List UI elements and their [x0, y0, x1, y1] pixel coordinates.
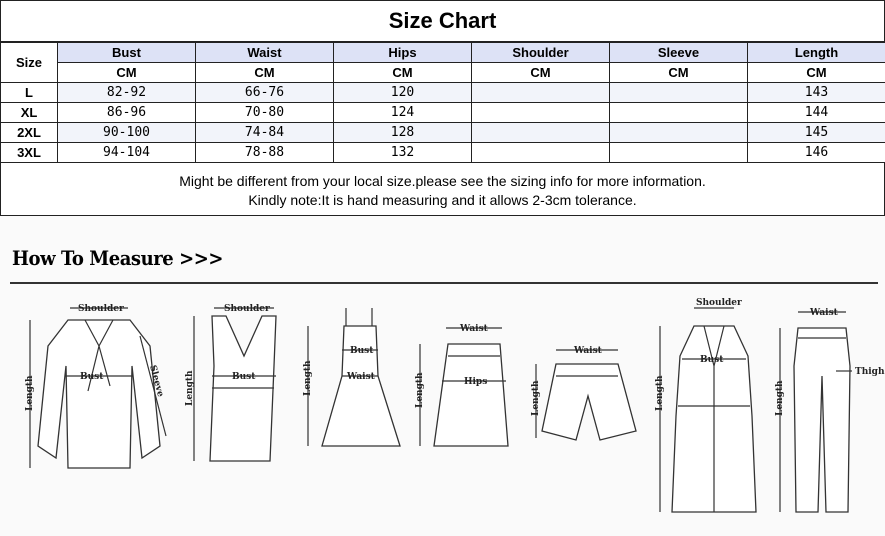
table-cell — [472, 103, 610, 123]
shorts-length-label: Length — [531, 380, 541, 416]
coat-shoulder-label: Shoulder — [696, 298, 742, 308]
table-cell — [610, 83, 748, 103]
cami-length-label: Length — [303, 360, 313, 396]
column-header-length: Length — [748, 43, 885, 63]
shirt-length-label: Length — [25, 375, 35, 411]
column-header-hips: Hips — [334, 43, 472, 63]
shirt-bust-label: Bust — [80, 372, 104, 382]
coat-bust-label: Bust — [700, 355, 724, 365]
how-to-measure-section — [0, 216, 885, 536]
table-cell — [610, 143, 748, 163]
unit-label: CM — [58, 63, 196, 83]
unit-label: CM — [748, 63, 885, 83]
column-header-bust: Bust — [58, 43, 196, 63]
table-unit-row — [1, 63, 885, 83]
table-cell: 146 — [748, 143, 885, 163]
size-table — [0, 42, 885, 163]
unit-label: CM — [334, 63, 472, 83]
trousers-waist-label: Waist — [810, 308, 838, 318]
column-header-sleeve: Sleeve — [610, 43, 748, 63]
table-cell: 94-104 — [58, 143, 196, 163]
unit-label: CM — [196, 63, 334, 83]
shirt-sleeve-label: Sleeve — [147, 364, 166, 399]
table-row — [1, 143, 885, 163]
table-cell: 86-96 — [58, 103, 196, 123]
unit-label: CM — [472, 63, 610, 83]
size-label: 2XL — [1, 123, 58, 143]
page-title: Size Chart — [0, 0, 885, 42]
table-cell: 82-92 — [58, 83, 196, 103]
unit-label: CM — [610, 63, 748, 83]
table-cell: 74-84 — [196, 123, 334, 143]
table-cell: 144 — [748, 103, 885, 123]
table-row — [1, 103, 885, 123]
skirt-hips-label: Hips — [464, 377, 488, 387]
table-cell — [472, 83, 610, 103]
table-cell: 128 — [334, 123, 472, 143]
shirt-shoulder-label: Shoulder — [78, 304, 124, 314]
skirt-waist-label: Waist — [460, 324, 488, 334]
sizing-notes — [0, 162, 885, 216]
vest-bust-label: Bust — [232, 372, 256, 382]
trousers-illustration — [775, 308, 885, 512]
table-cell: 70-80 — [196, 103, 334, 123]
table-cell — [472, 123, 610, 143]
table-cell — [610, 103, 748, 123]
table-row — [1, 123, 885, 143]
table-cell: 90-100 — [58, 123, 196, 143]
table-cell: 124 — [334, 103, 472, 123]
table-cell: 145 — [748, 123, 885, 143]
how-to-measure-heading: How To Measure >>> — [12, 246, 223, 270]
skirt-length-label: Length — [415, 372, 425, 408]
column-header-waist: Waist — [196, 43, 334, 63]
table-cell: 66-76 — [196, 83, 334, 103]
column-header-shoulder: Shoulder — [472, 43, 610, 63]
skirt-illustration — [415, 324, 508, 446]
cami-bust-label: Bust — [350, 346, 374, 356]
vest-illustration — [185, 304, 276, 461]
table-cell — [610, 123, 748, 143]
coat-length-label: Length — [655, 375, 665, 411]
table-header-row — [1, 43, 885, 63]
note-line-1: Might be different from your local size.please see the sizing info for more information. — [179, 173, 706, 189]
table-cell: 132 — [334, 143, 472, 163]
shorts-illustration — [531, 346, 636, 440]
size-label: XL — [1, 103, 58, 123]
trousers-length-label: Length — [775, 380, 785, 416]
trousers-thigh-label: Thigh — [855, 367, 885, 377]
measure-illustrations — [0, 216, 885, 536]
table-cell: 78-88 — [196, 143, 334, 163]
size-label: 3XL — [1, 143, 58, 163]
table-cell — [472, 143, 610, 163]
table-cell: 143 — [748, 83, 885, 103]
table-row — [1, 83, 885, 103]
shorts-waist-label: Waist — [574, 346, 602, 356]
cami-illustration — [303, 308, 400, 446]
size-column-header: Size — [1, 43, 58, 83]
coat-illustration — [655, 298, 756, 512]
cami-waist-label: Waist — [347, 372, 375, 382]
note-line-2: Kindly note:It is hand measuring and it allows 2-3cm tolerance. — [248, 192, 637, 208]
table-cell: 120 — [334, 83, 472, 103]
vest-length-label: Length — [185, 370, 195, 406]
vest-shoulder-label: Shoulder — [224, 304, 270, 314]
shirt-illustration — [25, 304, 166, 468]
size-label: L — [1, 83, 58, 103]
